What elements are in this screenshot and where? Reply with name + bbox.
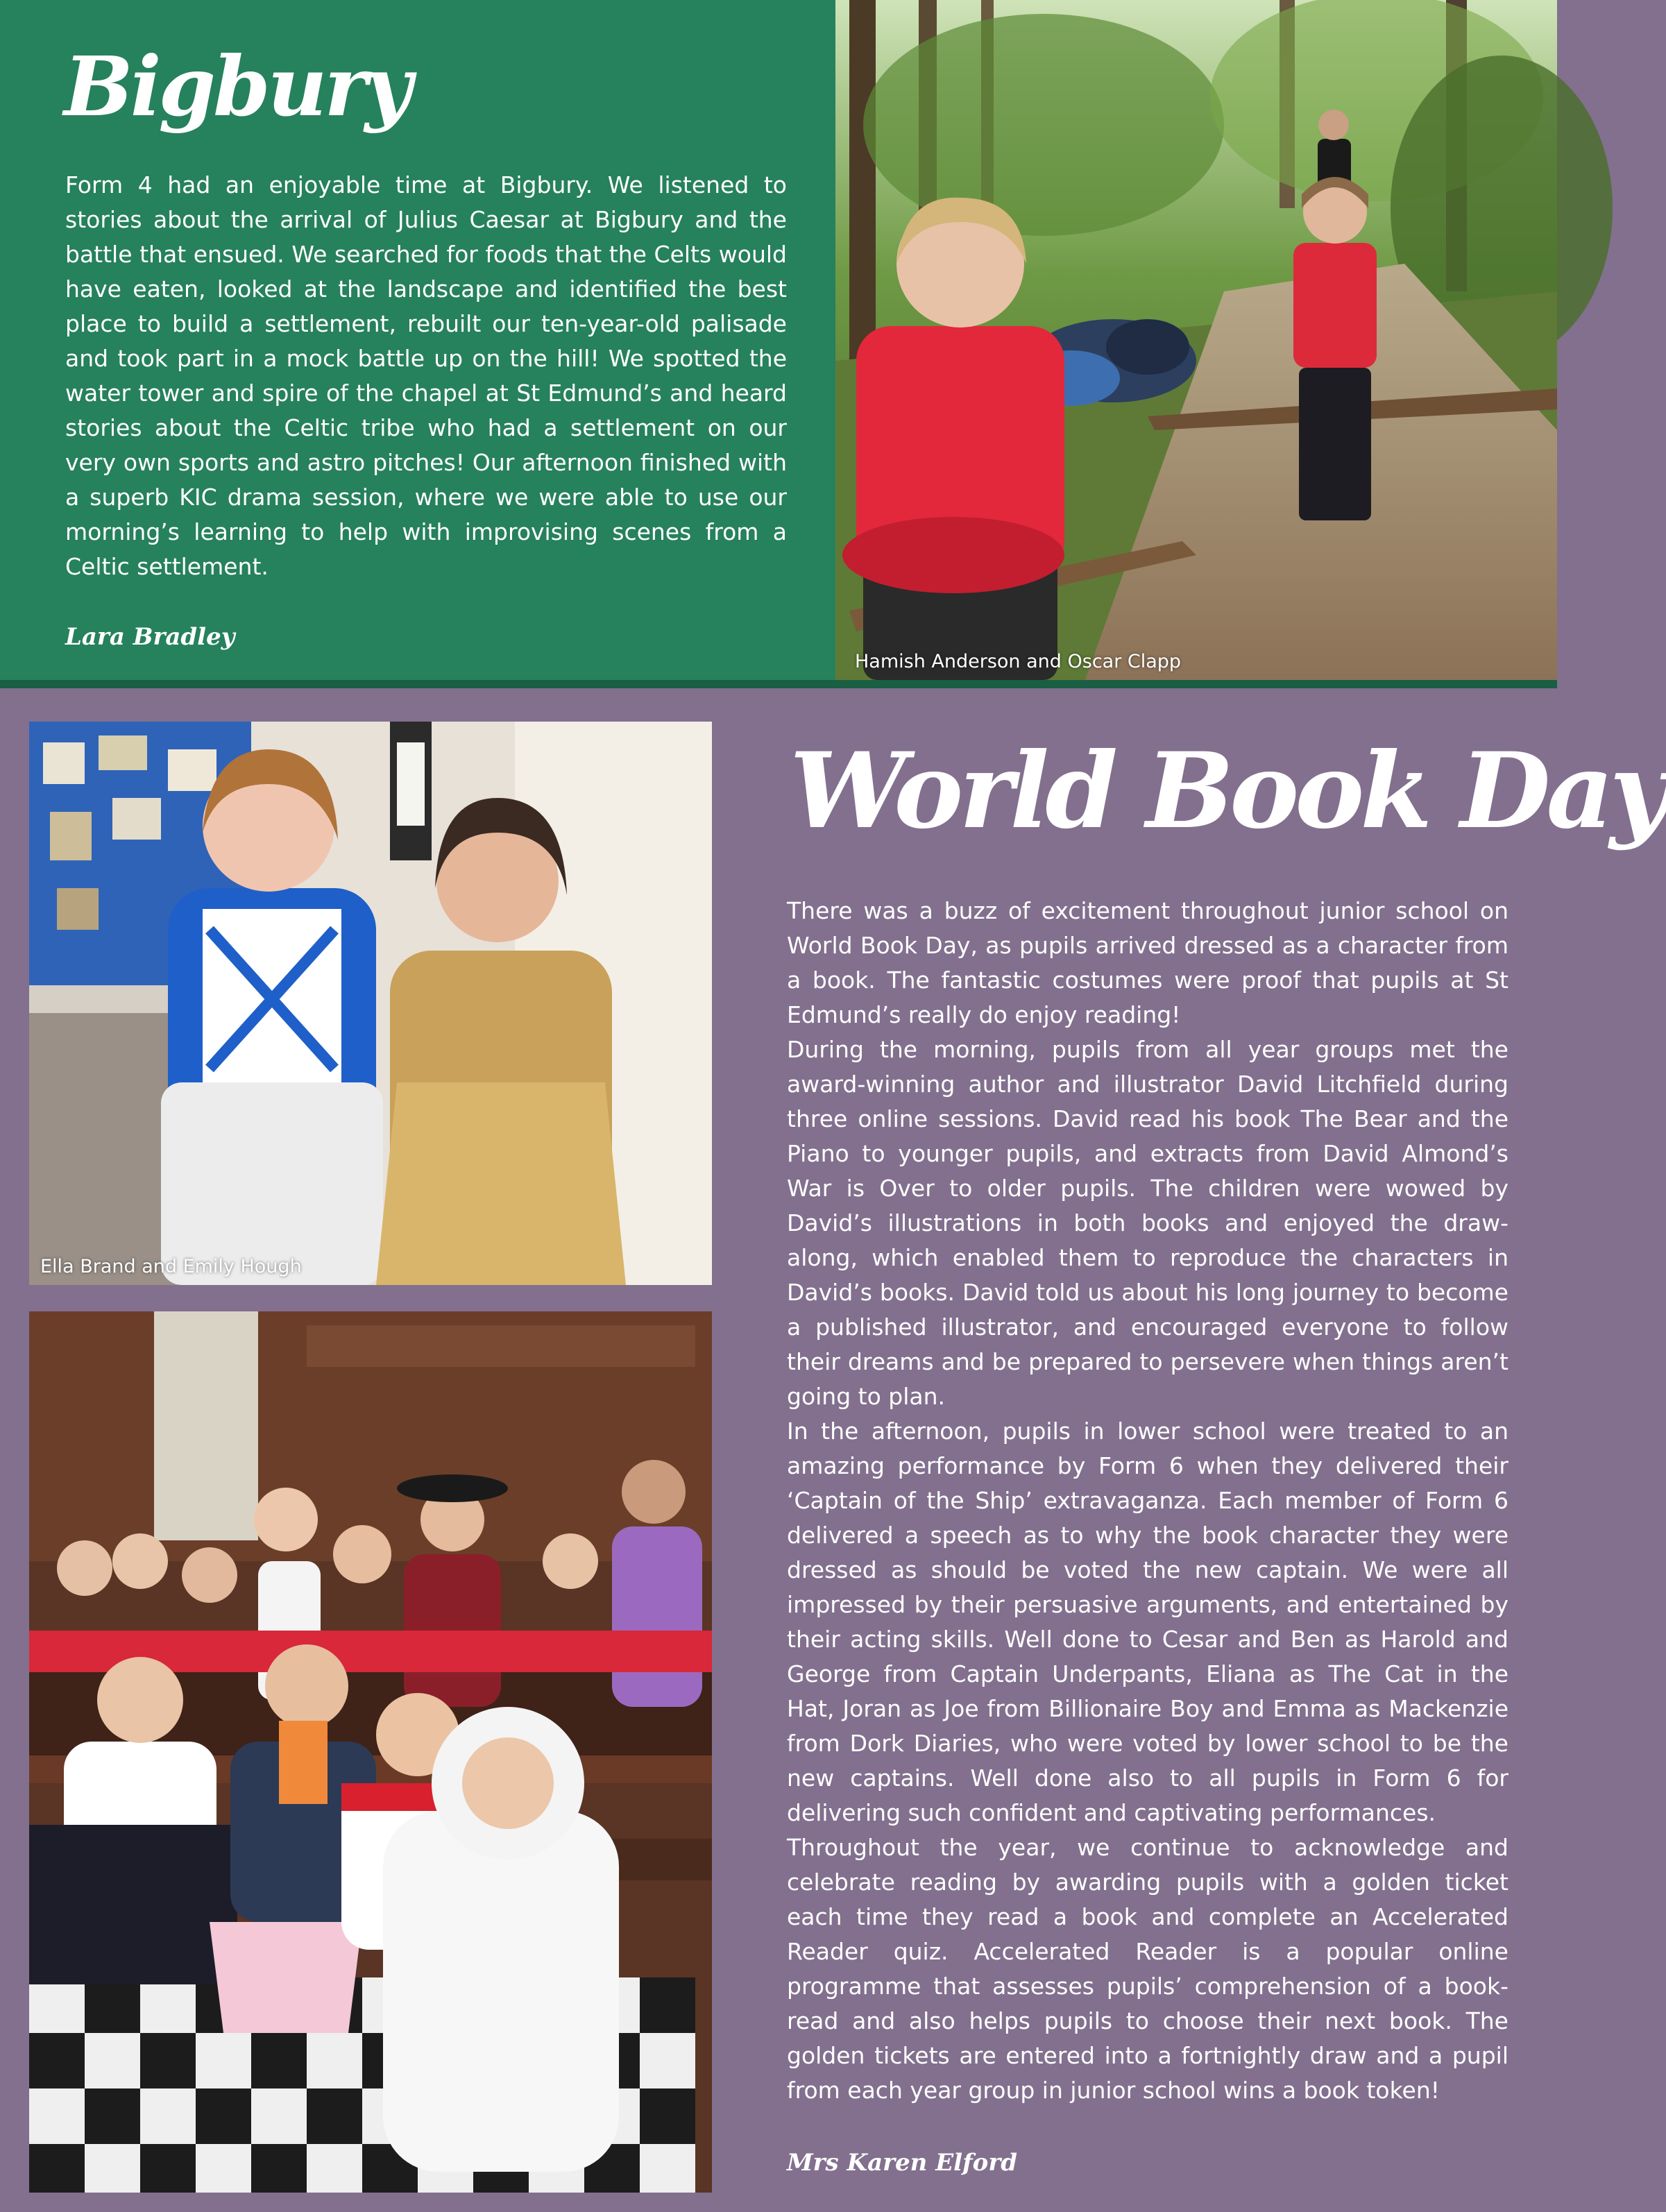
wbd-paragraph-2: During the morning, pupils from all year groups met the award-winning author and illustrator David Litchfield during three online sessions. David read his book The Bear and the Piano to younger pupils, and extracts from David Almond’s War is Over to older pupils. The children were wowed by David’s illustrations in both books and enjoyed the draw-along, which enabled them to reproduce the characters in David’s books. David told us about his long journey to become a published illustrator, and encouraged everyone to follow their dreams and be prepared to persevere when things aren’t going to plan. bbox=[787, 1036, 1508, 1410]
section-divider bbox=[0, 680, 1557, 688]
costume-photo-caption: Ella Brand and Emily Hough bbox=[40, 1256, 302, 1277]
wbd-paragraph-1: There was a buzz of excitement throughout junior school on World Book Day, as pupils arrived dressed as a character from a book. The fantastic costumes were proof that pupils at St Edmund’s really do enjoy reading! bbox=[787, 897, 1508, 1028]
costume-photo-illustration bbox=[29, 722, 712, 1285]
woodland-trail-photo bbox=[835, 0, 1557, 680]
world-book-day-article-body bbox=[787, 894, 1508, 2108]
wbd-paragraph-4: Throughout the year, we continue to acknowledge and celebrate reading by awarding pupils with a golden ticket each time they read a book and complete an Accelerated Reader quiz. Accelerated Reader is a popular online programme that assesses pupils’ comprehension of a book-read and also helps pupils to choose their next book. The golden tickets are entered into a fortnightly draw and a pupil from each year group in junior school wins a book token! bbox=[787, 1834, 1508, 2104]
woodland-photo-caption: Hamish Anderson and Oscar Clapp bbox=[855, 651, 1182, 672]
chapel-group-photo bbox=[29, 1311, 712, 2193]
woodland-photo-illustration bbox=[835, 0, 1557, 680]
bigbury-paragraph: Form 4 had an enjoyable time at Bigbury. We listened to stories about the arrival of Julius Caesar at Bigbury and the battle that ensued. We searched for foods that the Celts would have eaten, looked at the landscape and identified the best place to build a settlement, rebuilt our ten-year-old palisade and took part in a mock battle up on the hill! We spotted the water tower and spire of the chapel at St Edmund’s and heard stories about the Celtic tribe who had a settlement on our very own sports and astro pitches! Our afternoon finished with a superb KIC drama session, where we were able to use our morning’s learning to help with improvising scenes from a Celtic settlement. bbox=[65, 171, 787, 580]
wbd-paragraph-3: In the afternoon, pupils in lower school were treated to an amazing performance by Form 6 when they delivered their ‘Captain of the Ship’ extravaganza. Each member of Form 6 delivered a speech as to why the book character they were dressed as should be voted the new captain. We were all impressed by their persuasive arguments, and entertained by their acting skills. Well done to Cesar and Ben as Harold and George from Captain Underpants, Eliana as The Cat in the Hat, Joran as Joe from Billionaire Boy and Emma as Mackenzie from Dork Diaries, who were voted by lower school to be the new captains. Well done also to all pupils in Form 6 for delivering such confident and captivating performances. bbox=[787, 1418, 1508, 1826]
bigbury-author: Lara Bradley bbox=[65, 623, 235, 651]
chapel-photo-illustration bbox=[29, 1311, 712, 2193]
world-book-day-heading: World Book Day bbox=[790, 730, 1666, 852]
costume-girls-photo bbox=[29, 722, 712, 1285]
bigbury-article-body bbox=[65, 168, 787, 584]
world-book-day-author: Mrs Karen Elford bbox=[787, 2149, 1018, 2177]
bigbury-heading: Bigbury bbox=[64, 38, 410, 135]
